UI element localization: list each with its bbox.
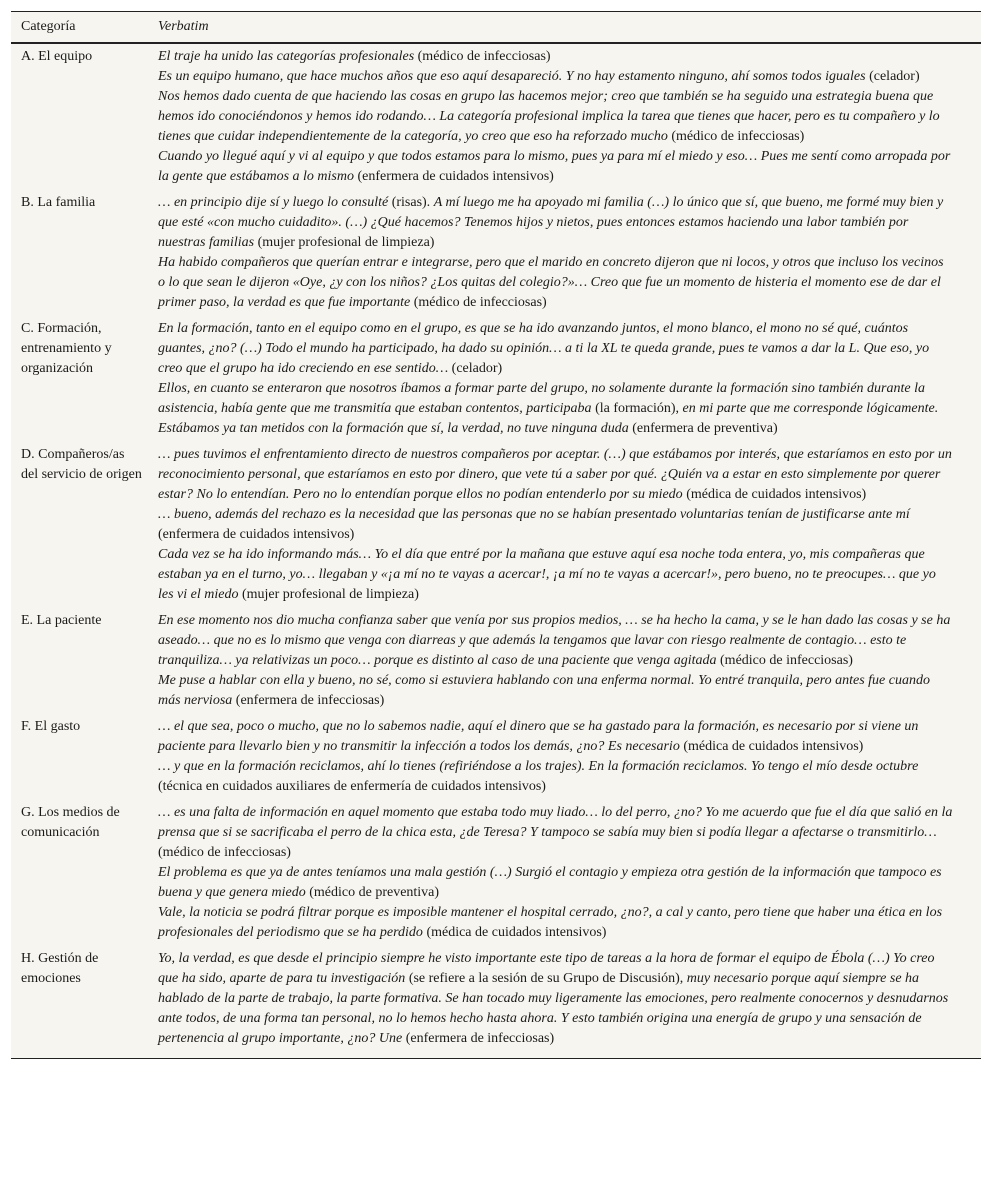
quote xyxy=(158,193,953,253)
speaker-note: (médica de cuidados intensivos) xyxy=(682,487,867,502)
quote xyxy=(158,717,953,757)
quote-text: muy necesario porque aquí siempre se ha hablado de la parte de trabajo, la parte formativa. Se han tocado muy ligeramente las emociones, pero realmente conocernos y desnudarnos ante todos, de una forma tan personal, no lo hemos hecho hasta ahora. Y esto también origina una energía de grupo y una sensación de pertenencia al grupo importante, ¿no? Une xyxy=(158,971,949,1046)
category-cell: A. El equipo xyxy=(21,49,93,64)
speaker-note: (médico de infecciosas) xyxy=(158,845,291,860)
speaker-note: (enfermera de preventiva) xyxy=(628,421,778,436)
verbatim-cell xyxy=(148,611,981,711)
quote-text: Vale, la noticia se podrá filtrar porque es imposible mantener el hospital cerrado, ¿no?, a cal y canto, pero tiene que haber una ética en los profesionales del periodismo que se ha perdido xyxy=(158,905,943,940)
quote xyxy=(158,379,953,439)
quote-text: Es un equipo humano, que hace muchos años que eso aquí desapareció. Y no hay estamento ninguno, ahí somos todos iguales xyxy=(158,69,866,84)
table-row xyxy=(11,316,981,442)
quote xyxy=(158,67,953,87)
quote-text: … pues tuvimos el enfrentamiento directo de nuestros compañeros por aceptar. (…) que estábamos por interés, que estaríamos en esto por un reconocimiento personal, que estaríamos en esto por dinero, que vete tú a saber por qué. ¿Quién va a estar en esto simplemente por querer estar? No lo entendían. Pero no lo entendían porque ellos no podían entenderlo por su miedo xyxy=(158,447,952,502)
category-cell: D. Compañeros/as del servicio de origen xyxy=(21,447,142,482)
verbatim-cell xyxy=(148,47,981,187)
verbatim-table xyxy=(11,11,981,1059)
quote-text: … en principio dije sí y luego lo consulté xyxy=(158,195,389,210)
speaker-note: (se refiere a la sesión de su Grupo de Discusión), xyxy=(405,971,687,986)
speaker-note: (médico de infecciosas) xyxy=(716,653,853,668)
speaker-note: (celador) xyxy=(865,69,920,84)
quote-text: Ha habido compañeros que querían entrar e integrarse, pero que el marido en concreto dijeron que ni locos, y otros que incluso los vecinos o lo que sean le dijeron «Oye, ¿y con los niños? ¿Los quitas del colegio?»… Creo que fue un momento de histeria el momento ese de dar el primer paso, la verdad es que fue importante xyxy=(158,255,944,310)
quote xyxy=(158,319,953,379)
quote-text: … el que sea, poco o mucho, que no lo sabemos nadie, aquí el dinero que se ha gastado para la formación, es necesario por si viene un paciente para llevarlo bien y no transmitir la infección a todos los demás, ¿no? Es necesario xyxy=(158,719,919,754)
quote-text: El problema es que ya de antes teníamos una mala gestión (…) Surgió el contagio y empieza otra gestión de la información que tampoco es buena y que genera miedo xyxy=(158,865,942,900)
speaker-note: (médica de cuidados intensivos) xyxy=(679,739,864,754)
speaker-note: (celador) xyxy=(448,361,503,376)
quote xyxy=(158,949,953,1049)
quote xyxy=(158,611,953,671)
quote-text: Nos hemos dado cuenta de que haciendo las cosas en grupo las hacemos mejor; creo que también se ha seguido una estrategia buena que hemos ido conociéndonos y hemos ido rodando… La categoría profesional implica la tarea que tienes que hacer, pero es tu compañero y lo tienes que cuidar independientemente de la categoría, yo creo que eso ha reforzado mucho xyxy=(158,89,940,144)
quote-text: Cuando yo llegué aquí y vi al equipo y que todos estamos para lo mismo, pues ya para mí el miedo y eso… Pues me sentí como arropada por la gente que estábamos a lo mismo xyxy=(158,149,951,184)
table-row xyxy=(11,714,981,800)
table-row xyxy=(11,442,981,608)
quote xyxy=(158,505,953,545)
category-cell: H. Gestión de emociones xyxy=(21,951,99,986)
quote xyxy=(158,545,953,605)
category-cell: G. Los medios de comunicación xyxy=(21,805,120,840)
quote xyxy=(158,803,953,863)
header-verbatim: Verbatim xyxy=(158,19,209,34)
quote xyxy=(158,671,953,711)
table-header xyxy=(11,12,981,44)
speaker-note: (médico de infecciosas) xyxy=(667,129,805,144)
table-row xyxy=(11,946,981,1052)
quote-text: … es una falta de información en aquel momento que estaba todo muy liado… lo del perro, ¿no? Yo me acuerdo que fue el día que salió en la prensa que si se sacrificaba el perro de la chica esta, ¿de Teresa? Y tampoco se sabía muy bien si podía llegar a afectarse o transmitirlo… xyxy=(158,805,953,840)
category-cell: E. La paciente xyxy=(21,613,102,628)
quote-text: Ellos, en cuanto se enteraron que nosotros íbamos a formar parte del grupo, no solamente durante la formación sino también durante la asistencia, había gente que me transmitía que estaban contentos, participaba xyxy=(158,381,925,416)
category-cell: C. Formación, entrenamiento y organización xyxy=(21,321,112,376)
speaker-note: (enfermera de infecciosas) xyxy=(402,1031,555,1046)
speaker-note: (mujer profesional de limpieza) xyxy=(254,235,435,250)
quote-text: Me puse a hablar con ella y bueno, no sé, como si estuviera hablando con una enferma normal. Yo entré tranquila, pero antes fue cuando más nerviosa xyxy=(158,673,930,708)
verbatim-cell xyxy=(148,193,981,313)
speaker-note: (médico de infecciosas) xyxy=(414,49,551,64)
speaker-note: (médico de preventiva) xyxy=(305,885,440,900)
quote-text: En ese momento nos dio mucha confianza saber que venía por sus propios medios, … se ha hecho la cama, y se le han dado las cosas y se ha aseado… que no es lo mismo que venga con diarreas y que además la tengamos que lavar con riesgo realmente de contagio… esto te tranquiliza… ya relativizas un poco… porque es distinto al caso de una paciente que venga agitada xyxy=(158,613,951,668)
quote xyxy=(158,47,953,67)
quote-text: en mi parte que me corresponde lógicamente. Estábamos ya tan metidos con la formación que sí, la verdad, no tuve ninguna duda xyxy=(158,401,939,436)
table-row xyxy=(11,800,981,946)
speaker-note: (técnica en cuidados auxiliares de enfermería de cuidados intensivos) xyxy=(158,779,546,794)
quote xyxy=(158,445,953,505)
quote-text: Yo, la verdad, es que desde el principio siempre he visto importante este tipo de tareas a la hora de formar el equipo de Ébola (…) Yo creo que ha sido, aparte de para tu investigación xyxy=(158,951,935,986)
speaker-note: (médica de cuidados intensivos) xyxy=(422,925,607,940)
verbatim-cell xyxy=(148,949,981,1049)
verbatim-cell xyxy=(148,445,981,605)
quote xyxy=(158,903,953,943)
quote xyxy=(158,757,953,797)
verbatim-cell xyxy=(148,319,981,439)
verbatim-cell xyxy=(148,803,981,943)
quote-text: Cada vez se ha ido informando más… Yo el día que entré por la mañana que estuve aquí esa noche toda entera, yo, mis compañeras que estaban ya en el turno, yo… llegaban y «¡a mí no te vayas a acercar!, ¡a mí no te vayas a acercar!», pero bueno, no te preocupes… que yo les vi el miedo xyxy=(158,547,936,602)
speaker-note: (mujer profesional de limpieza) xyxy=(238,587,419,602)
quote xyxy=(158,253,953,313)
verbatim-cell xyxy=(148,717,981,797)
speaker-note: (la formación), xyxy=(591,401,683,416)
quote xyxy=(158,147,953,187)
speaker-note: (enfermera de infecciosas) xyxy=(232,693,385,708)
quote-text: El traje ha unido las categorías profesionales xyxy=(158,49,415,64)
table-row xyxy=(11,44,981,190)
table-row xyxy=(11,190,981,316)
header-category: Categoría xyxy=(21,19,76,34)
table-row xyxy=(11,608,981,714)
quote-text: … bueno, además del rechazo es la necesidad que las personas que no se habían presentado voluntarias tenían de justificarse ante mí xyxy=(158,507,910,522)
table-body xyxy=(11,44,981,1058)
speaker-note: (médico de infecciosas) xyxy=(410,295,547,310)
speaker-note: (risas). xyxy=(388,195,434,210)
quote-text: A mí luego me ha apoyado mi familia (…) lo único que sí, que bueno, me formé muy bien y que esté «con mucho cuidadito». (…) ¿Qué hacemos? Tenemos hijos y nietos, pues entonces estamos haciendo una labor también por nuestras familias xyxy=(158,195,944,250)
quote-text: … y que en la formación reciclamos, ahí lo tienes (refiriéndose a los trajes). En la formación reciclamos. Yo tengo el mío desde octubre xyxy=(158,759,919,774)
quote-text: En la formación, tanto en el equipo como en el grupo, es que se ha ido avanzando juntos, el mono blanco, el mono no sé qué, cuántos guantes, ¿no? (…) Todo el mundo ha participado, ha dado su opinión… a ti la XL te queda grande, pues te vamos a dar la L. Que eso, yo creo que el grupo ha ido creciendo en ese sentido… xyxy=(158,321,930,376)
quote xyxy=(158,863,953,903)
speaker-note: (enfermera de cuidados intensivos) xyxy=(353,169,554,184)
category-cell: B. La familia xyxy=(21,195,96,210)
quote xyxy=(158,87,953,147)
speaker-note: (enfermera de cuidados intensivos) xyxy=(158,527,355,542)
category-cell: F. El gasto xyxy=(21,719,81,734)
